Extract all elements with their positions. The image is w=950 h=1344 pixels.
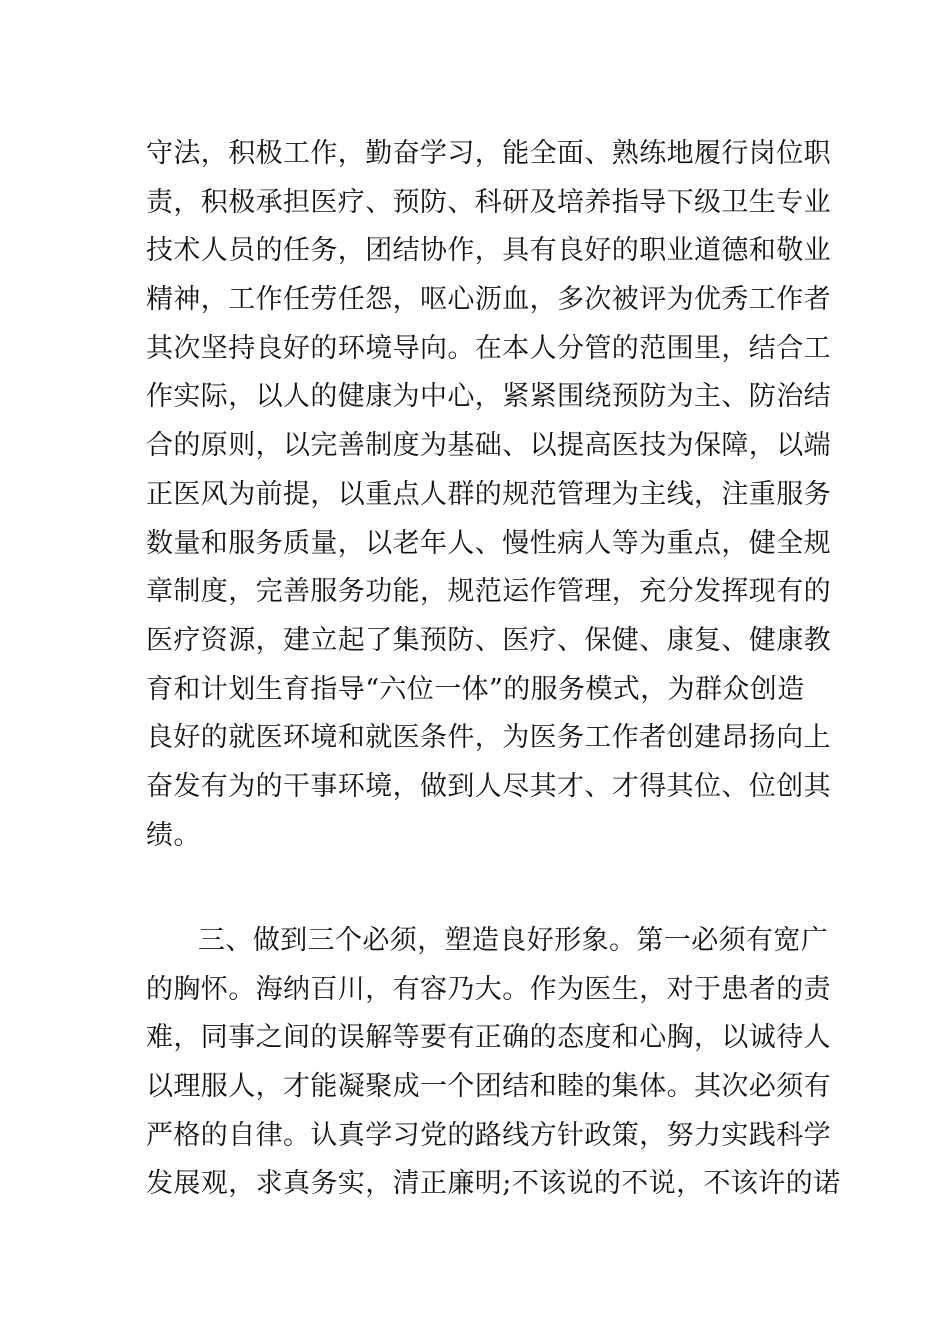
text-line: 合的原则，以完善制度为基础、以提高医技为保障，以端: [146, 430, 831, 462]
text-line: 发展观，求真务实，清正廉明;不该说的不说，不该许的诺: [146, 1168, 841, 1200]
text-line: 三、做到三个必须，塑造良好形象。第一必须有宽广: [198, 925, 829, 956]
text-line: 技术人员的任务，团结协作，具有良好的职业道德和敬业: [146, 235, 831, 267]
text-line: 其次坚持良好的环境导向。在本人分管的范围里，结合工: [146, 332, 831, 364]
text-line: 绩。: [146, 819, 201, 851]
text-line: 精神，工作任劳任怨，呕心沥血，多次被评为优秀工作者: [146, 284, 831, 316]
text-line: 守法，积极工作，勤奋学习，能全面、熟练地履行岗位职: [146, 138, 831, 169]
text-line: 章制度，完善服务功能，规范运作管理，充分发挥现有的: [146, 576, 831, 608]
text-line: 数量和服务质量，以老年人、慢性病人等为重点，健全规: [146, 527, 831, 559]
text-line: 难，同事之间的误解等要有正确的态度和心胸，以诚待人: [146, 1022, 831, 1054]
text-line: 奋发有为的干事环境，做到人尽其才、才得其位、位创其: [146, 770, 831, 802]
text-line: 良好的就医环境和就医条件，为医务工作者创建昂扬向上: [146, 722, 831, 754]
text-line: 正医风为前提，以重点人群的规范管理为主线，注重服务: [146, 478, 831, 510]
text-line: 育和计划生育指导“六位一体”的服务模式，为群众创造: [146, 673, 805, 705]
text-line: 严格的自律。认真学习党的路线方针政策，努力实践科学: [146, 1119, 831, 1151]
text-line: 的胸怀。海纳百川，有容乃大。作为医生，对于患者的责: [146, 973, 831, 1005]
text-line: 作实际，以人的健康为中心，紧紧围绕预防为主、防治结: [146, 381, 831, 413]
paragraph-2: [146, 917, 841, 1209]
text-line: 医疗资源，建立起了集预防、医疗、保健、康复、健康教: [146, 624, 831, 656]
paragraph-1: [146, 130, 831, 860]
text-line: 责，积极承担医疗、预防、科研及培养指导下级卫生专业: [146, 186, 831, 218]
text-line: 以理服人，才能凝聚成一个团结和睦的集体。其次必须有: [146, 1071, 831, 1103]
